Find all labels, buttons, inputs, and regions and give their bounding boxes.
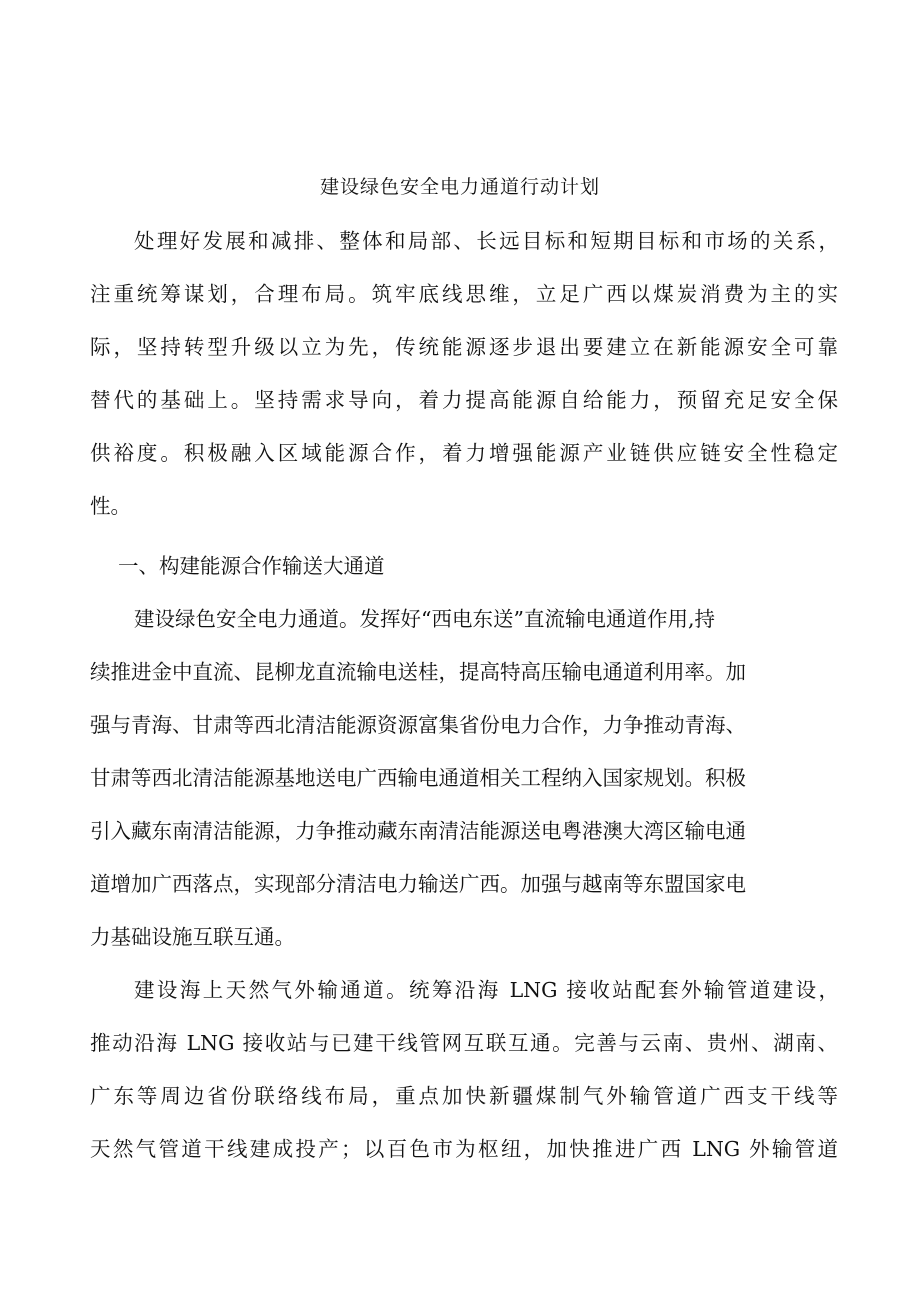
paragraph-line: 替代的基础上。坚持需求导向，着力提高能源自给能力，预留充足安全保 — [90, 388, 838, 412]
paragraph-line: 强与青海、甘肃等西北清洁能源资源富集省份电力合作，力争推动青海、 — [90, 713, 746, 737]
section-heading: 一、构建能源合作输送大通道 — [118, 554, 385, 578]
paragraph-line: 注重统筹谋划，合理布局。筑牢底线思维，立足广西以煤炭消费为主的实 — [90, 282, 838, 306]
paragraph-line: 建设海上天然气外输通道。统筹沿海 LNG 接收站配套外输管道建设， — [134, 978, 839, 1002]
paragraph-line: 际，坚持转型升级以立为先，传统能源逐步退出要建立在新能源安全可靠 — [90, 335, 838, 359]
paragraph-line: 引入藏东南清洁能源，力争推动藏东南清洁能源送电粤港澳大湾区输电通 — [90, 819, 746, 843]
paragraph-line: 道增加广西落点，实现部分清洁电力输送广西。加强与越南等东盟国家电 — [90, 872, 746, 896]
paragraph-line: 建设绿色安全电力通道。发挥好“西电东送”直流输电通道作用,持 — [134, 607, 715, 631]
paragraph-line: 天然气管道干线建成投产；以百色市为枢纽，加快推进广西 LNG 外输管道 — [90, 1137, 838, 1161]
paragraph-line: 广东等周边省份联络线布局，重点加快新疆煤制气外输管道广西支干线等 — [90, 1084, 838, 1108]
paragraph-line: 甘肃等西北清洁能源基地送电广西输电通道相关工程纳入国家规划。积极 — [90, 766, 746, 790]
paragraph-line: 推动沿海 LNG 接收站与已建干线管网互联互通。完善与云南、贵州、湖南、 — [90, 1031, 838, 1055]
paragraph-line: 续推进金中直流、昆柳龙直流输电送桂，提高特高压输电通道利用率。加 — [90, 660, 746, 684]
paragraph-line: 供裕度。积极融入区域能源合作，着力增强能源产业链供应链安全性稳定 — [90, 441, 838, 465]
paragraph-line: 处理好发展和减排、整体和局部、长远目标和短期目标和市场的关系， — [134, 229, 839, 253]
page-title: 建设绿色安全电力通道行动计划 — [319, 176, 600, 198]
paragraph-line: 性。 — [90, 494, 131, 518]
paragraph-line: 力基础设施互联互通。 — [90, 925, 295, 949]
